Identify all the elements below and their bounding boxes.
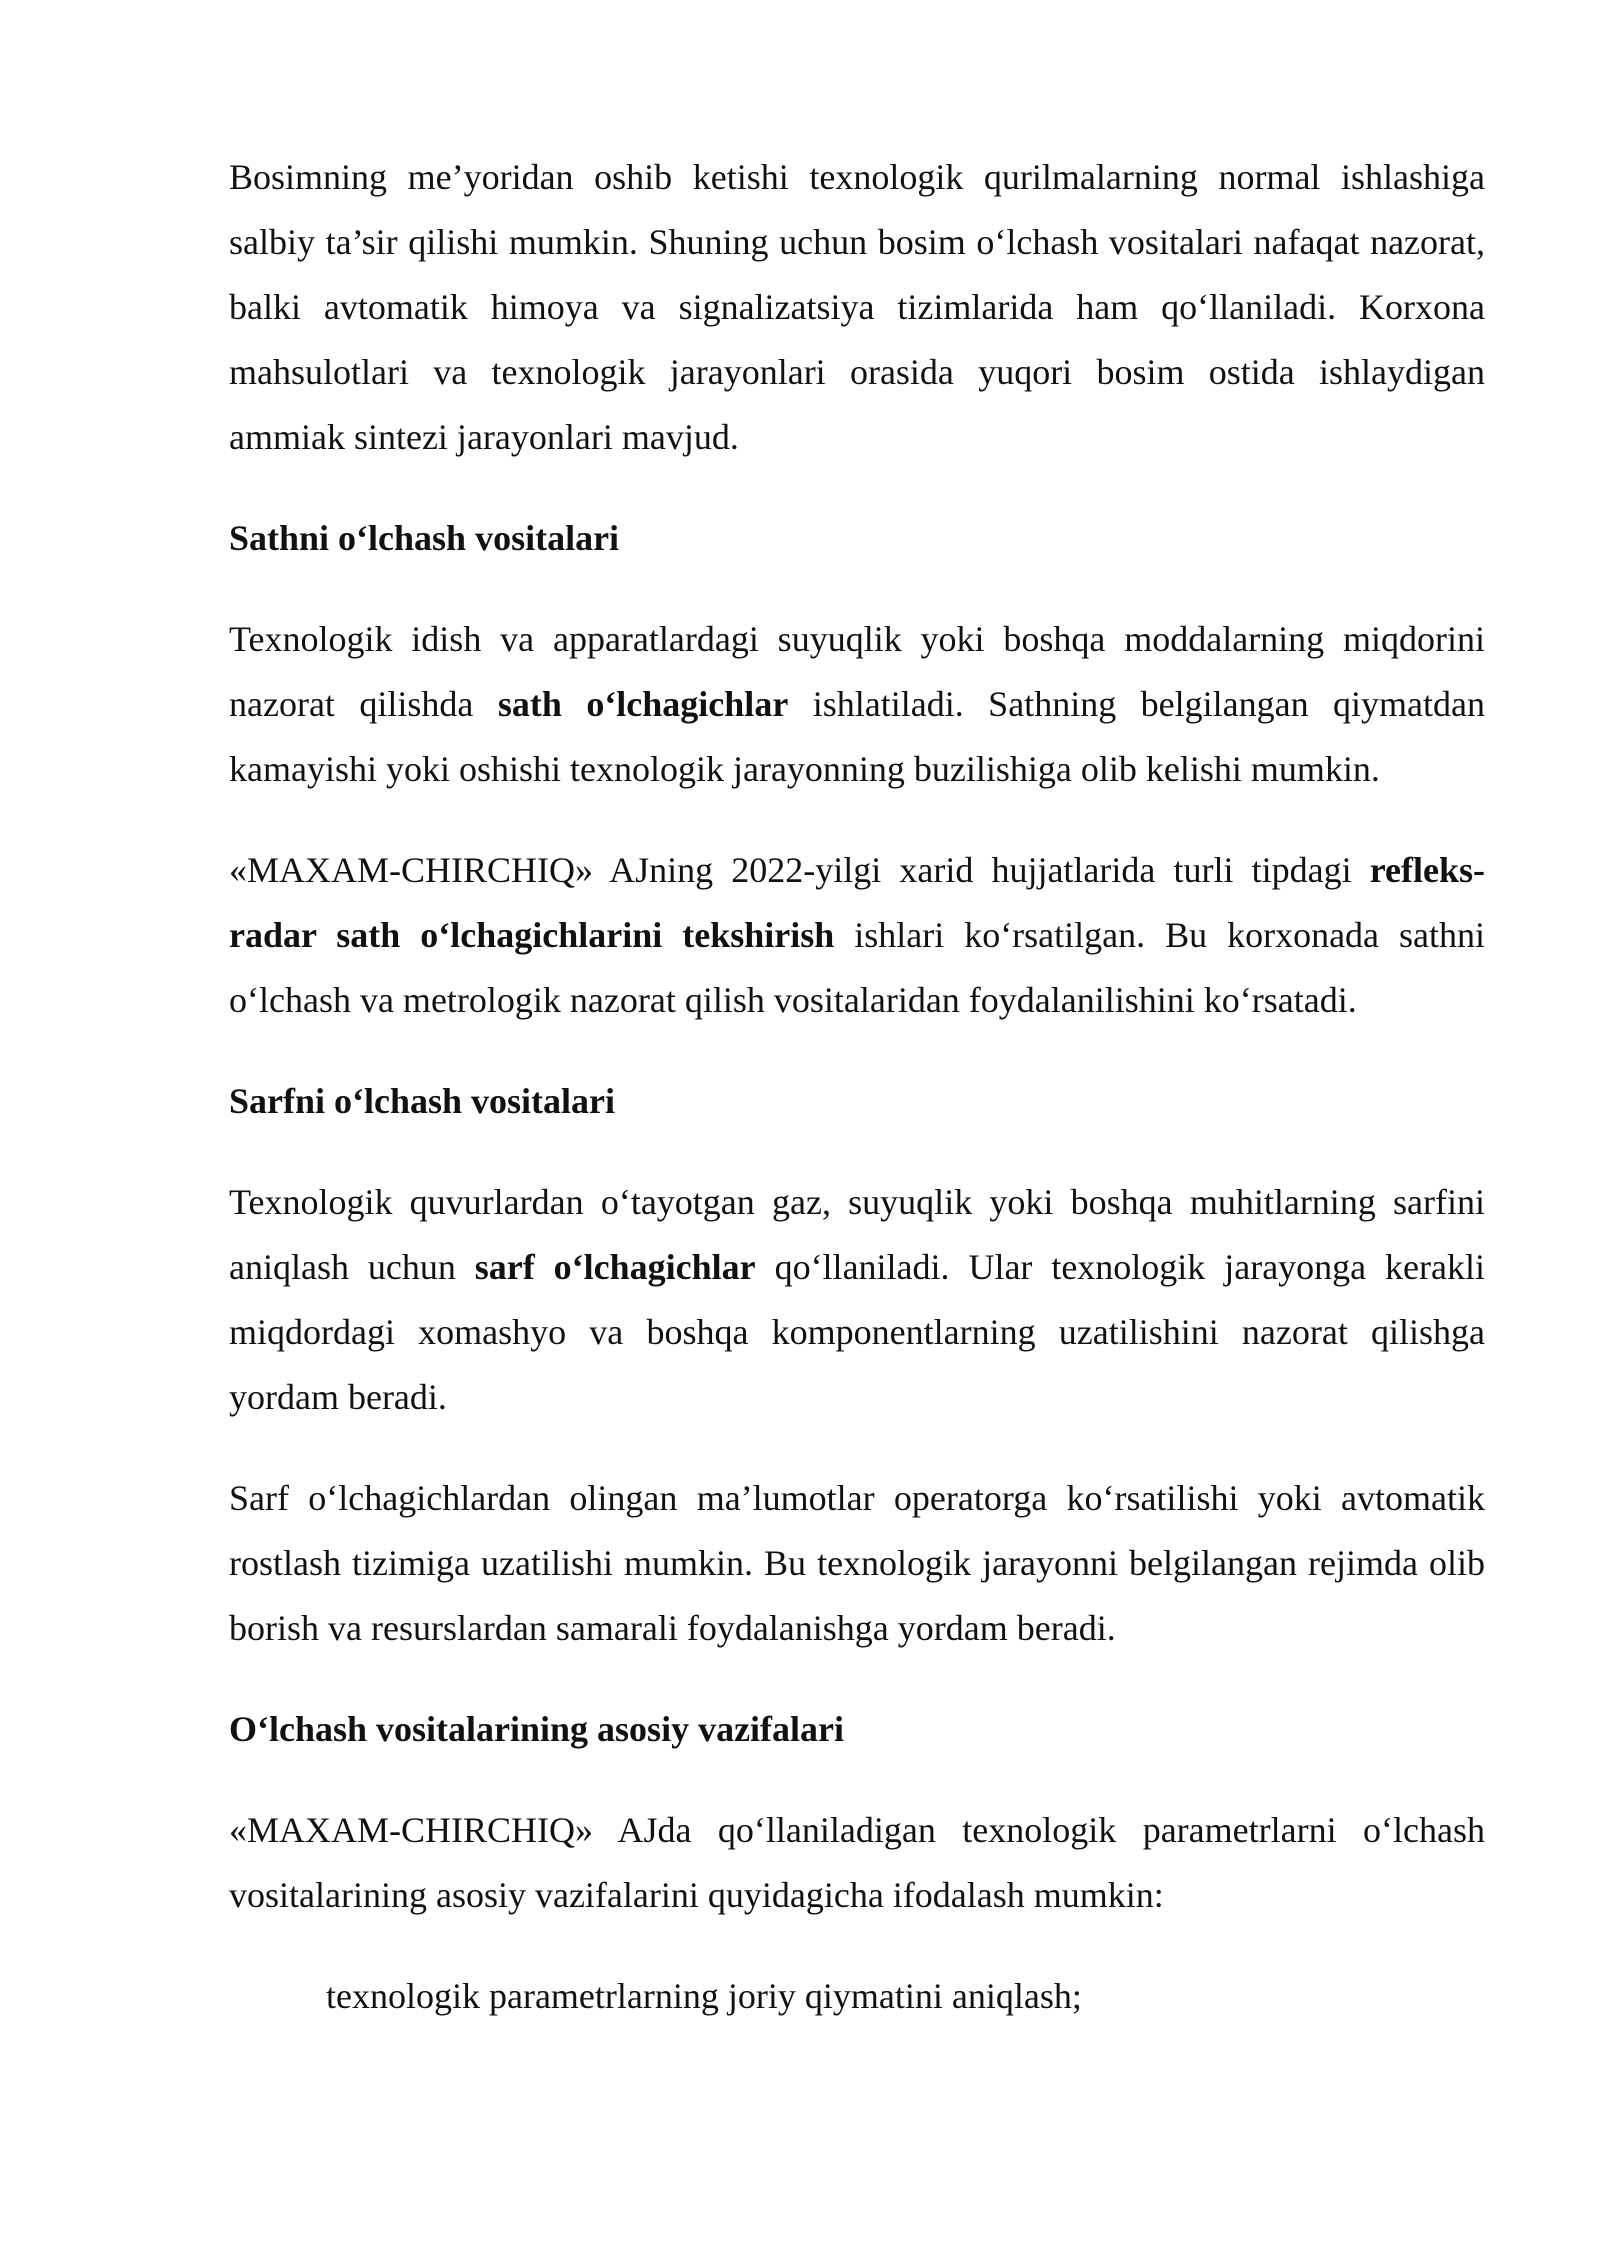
bold-term-flow-meters: sarf o‘lchagichlar xyxy=(474,1247,756,1287)
list-item: texnologik parametrlarning joriy qiymatini aniqlash; xyxy=(326,1976,1082,2016)
paragraph-main-functions-intro: «MAXAM-CHIRCHIQ» AJda qo‘llaniladigan texnologik parametrlarni o‘lchash vositalarining asosiy vazifalarini quyidagicha ifodalash mumkin: xyxy=(229,1810,1485,1915)
heading-level-measurement: Sathni o‘lchash vositalari xyxy=(229,518,620,558)
heading-main-functions: O‘lchash vositalarining asosiy vazifalari xyxy=(229,1709,845,1749)
paragraph-pressure-risk: Bosimning me’yoridan oshib ketishi texnologik qurilmalarning normal ishlashiga salbiy ta’sir qilishi mumkin. Shuning uchun bosim o‘lchash vositalari nafaqat nazorat, balki avtomatik himoya va signalizatsiya tizimlarida ham qo‘llaniladi. Korxona mahsulotlari va texnologik jarayonlari orasida yuqori bosim ostida ishlaydigan ammiak sintezi jarayonlari mavjud. xyxy=(229,157,1485,457)
text-run: Texnologik idish va apparatlardagi suyuqlik yoki boshqa moddalarning miqdorini nazorat qilishda xyxy=(229,619,1485,724)
text-run: qo‘llaniladi. Ular texnologik jarayonga kerakli miqdordagi xomashyo va boshqa komponentlarning uzatilishini nazorat qilishga yordam beradi. xyxy=(229,1247,1486,1417)
paragraph-level-gauges xyxy=(229,607,1485,802)
text-run: «MAXAM-CHIRCHIQ» AJning 2022-yilgi xarid hujjatlarida turli tipdagi xyxy=(229,850,1370,890)
text-run: ishlari ko‘rsatilgan. Bu korxonada sathni o‘lchash va metrologik nazorat qilish vositalaridan foydalanilishini ko‘rsatadi. xyxy=(229,915,1485,1020)
bold-term-level-gauges: sath o‘lchagichlar xyxy=(497,684,789,724)
bold-term-radar-check: refleks-radar sath o‘lchagichlarini tekshirish xyxy=(229,850,1485,955)
paragraph-radar-gauges xyxy=(229,838,1485,1033)
document-page xyxy=(229,145,1485,2029)
paragraph-flow-data: Sarf o‘lchagichlardan olingan ma’lumotlar operatorga ko‘rsatilishi yoki avtomatik rostlash tizimiga uzatilishi mumkin. Bu texnologik jarayonni belgilangan rejimda olib borish va resurslardan samarali foydalanishga yordam beradi. xyxy=(229,1478,1485,1648)
heading-flow-measurement: Sarfni o‘lchash vositalari xyxy=(229,1081,616,1121)
text-run: ishlatiladi. Sathning belgilangan qiymatdan kamayishi yoki oshishi texnologik jarayonning buzilishiga olib kelishi mumkin. xyxy=(229,684,1486,789)
text-run: Texnologik quvurlardan o‘tayotgan gaz, suyuqlik yoki boshqa muhitlarning sarfini aniqlash uchun xyxy=(229,1182,1485,1287)
paragraph-flow-meters xyxy=(229,1170,1485,1430)
